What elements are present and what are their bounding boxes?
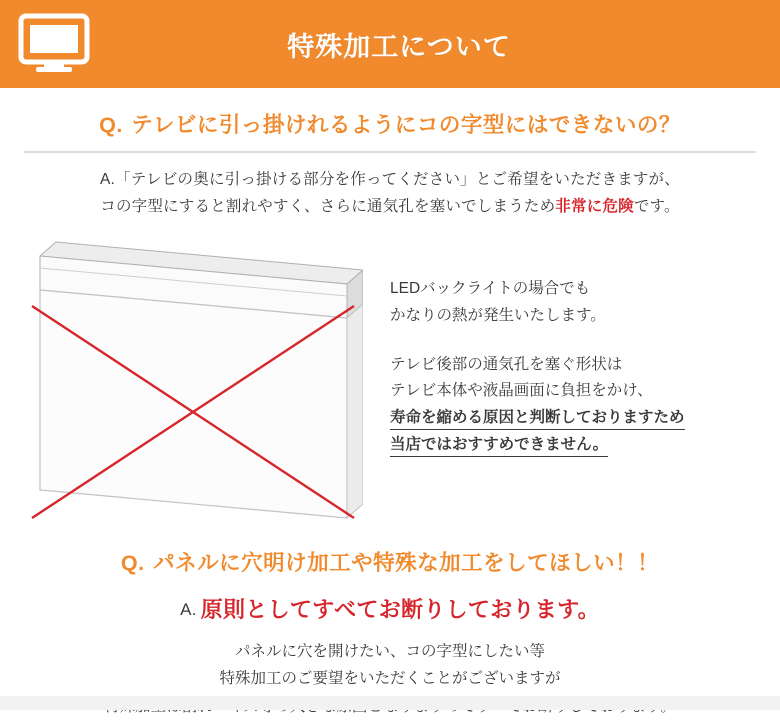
side-explanation [390,276,760,458]
answer-2-heading [0,593,780,624]
question-2-label: Q. [120,551,145,576]
side-p2-line3-emphasis: 寿命を縮める原因と判断しておりますため [390,406,685,430]
answer-2-text: 原則としてすべてお断りしております。 [200,597,600,623]
monitor-icon [18,13,90,75]
answer-1-line-2-pre: コの字型にすると割れやすく、さらに通気孔を塞いでしまうため [100,197,556,215]
question-1-heading [24,108,756,153]
answer-2-body-line-1: パネルに穴を開けたい、コの字型にしたい等 [234,643,545,661]
answer-2-label: A. [180,600,197,620]
question-2-section [0,546,780,719]
side-p1-line1: LEDバックライトの場合でも [390,280,591,298]
question-2-text: パネルに穴明け加工や特殊な加工をしてほしい！！ [153,551,660,576]
tv-panel-crossed-out-illustration [18,228,363,528]
question-1-section [0,88,780,220]
side-p2-line4-emphasis: 当店ではおすすめできません。 [390,433,608,457]
answer-2-body-line-2: 特殊加工のご要望をいただくことがございますが [219,670,561,688]
page-title: 特殊加工について [287,31,511,62]
side-p1-line2: かなりの熱が発生いたします。 [390,306,606,324]
question-1-text: テレビに引っ掛けれるようにコの字型にはできないの？ [131,113,681,137]
answer-1-text [24,167,756,220]
side-paragraph-1 [390,276,760,329]
bottom-divider-bar [0,696,780,710]
answer-1-line-1 [24,167,756,194]
side-paragraph-2 [390,352,760,459]
side-p2-line2: テレビ本体や液晶画面に負担をかけ、 [390,382,653,400]
answer-1-line-2-post: です。 [633,197,680,215]
page-header [0,0,780,88]
answer-1-line-2 [24,194,756,221]
question-2-heading [0,546,780,577]
side-p2-line1: テレビ後部の通気孔を塞ぐ形状は [390,355,623,373]
question-1-label: Q. [99,113,123,137]
answer-1-danger-emphasis: 非常に危険 [555,197,634,215]
answer-1-line-1-text: 「テレビの奥に引っ掛ける部分を作ってください」とご希望をいただきますが、 [115,171,680,188]
answer-1-label: A. [100,171,116,188]
illustration-row [0,228,780,538]
